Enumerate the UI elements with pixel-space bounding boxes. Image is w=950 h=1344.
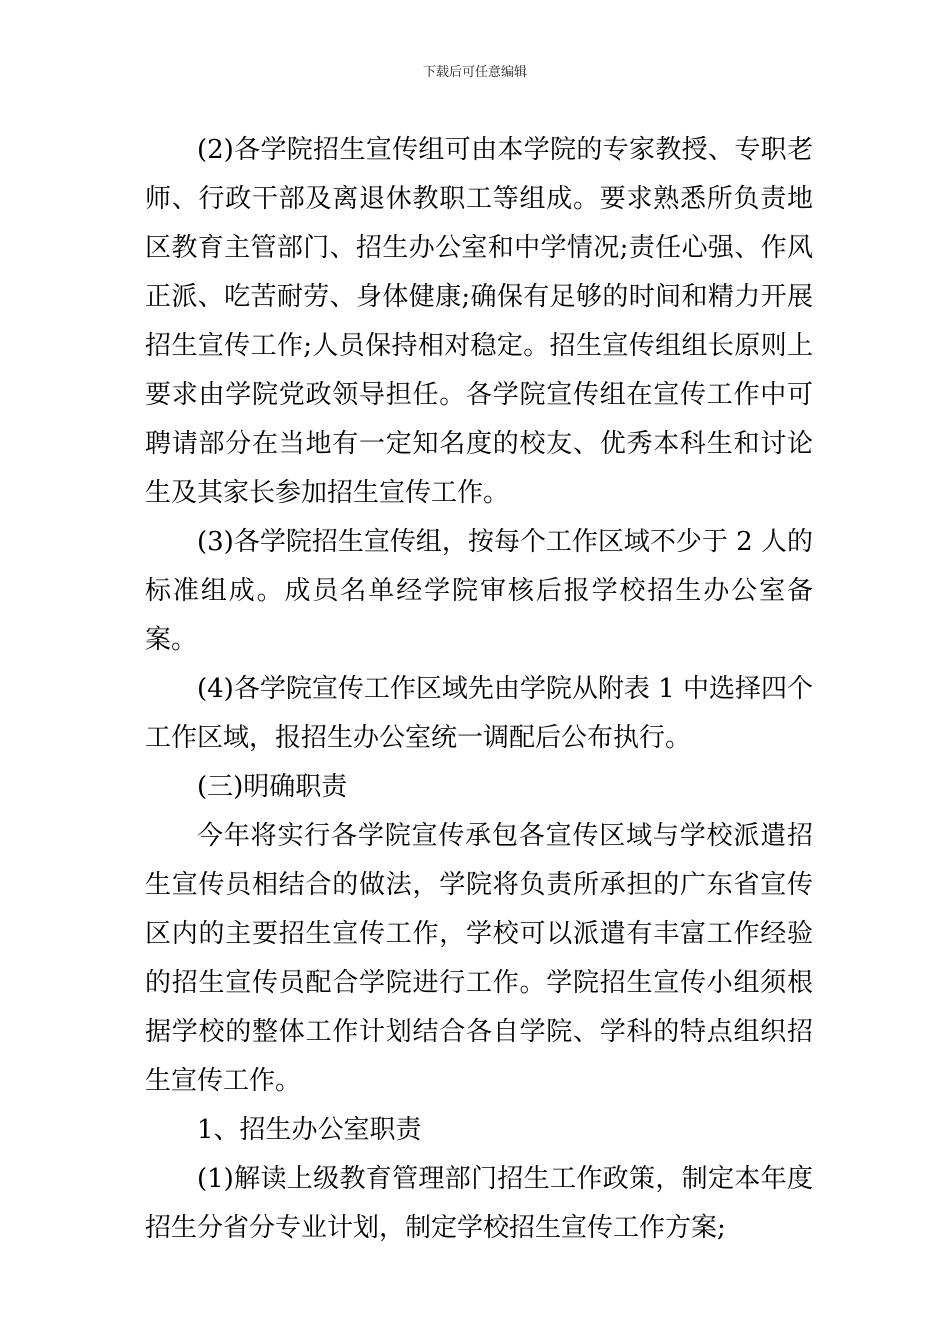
page-header: 下载后可任意编辑 — [422, 65, 527, 80]
paragraph-section-4: (4)各学院宣传工作区域先由学院从附表 1 中选择四个工作区域，报招生办公室统一调配后公布执行。 — [145, 674, 813, 753]
paragraph-section-3: (3)各学院招生宣传组，按每个工作区域不少于 2 人的标准组成。成员名单经学院审核后报学校招生办公室备案。 — [145, 527, 813, 655]
paragraph-section-2: (2)各学院招生宣传组可由本学院的专家教授、专职老师、行政干部及离退休教职工等组成。要求熟悉所负责地区教育主管部门、招生办公室和中学情况;责任心强、作风正派、吃苦耐劳、身体健康;确保有足够的时间和精力开展招生宣传工作;人员保持相对稳定。招生宣传组组长原则上要求由学院党政领导担任。各学院宣传组在宣传工作中可聘请部分在当地有一定知名度的校友、优秀本科生和讨论生及其家长参加招生宣传工作。 — [145, 135, 813, 508]
paragraph-office-duty-1: (1)解读上级教育管理部门招生工作政策，制定本年度招生分省分专业计划，制定学校招生宣传工作方案; — [145, 1164, 813, 1243]
paragraph-responsibilities-intro: 今年将实行各学院宣传承包各宣传区域与学校派遣招生宣传员相结合的做法，学院将负责所承担的广东省宣传区内的主要招生宣传工作，学校可以派遣有丰富工作经验的招生宣传员配合学院进行工作。学院招生宣传小组须根据学校的整体工作计划结合各自学院、学科的特点组织招生宣传工作。 — [145, 821, 813, 1096]
section-heading-responsibilities: (三)明确职责 — [197, 772, 348, 802]
document-body — [145, 126, 813, 1253]
subheading-admissions-office: 1、招生办公室职责 — [197, 1115, 422, 1145]
